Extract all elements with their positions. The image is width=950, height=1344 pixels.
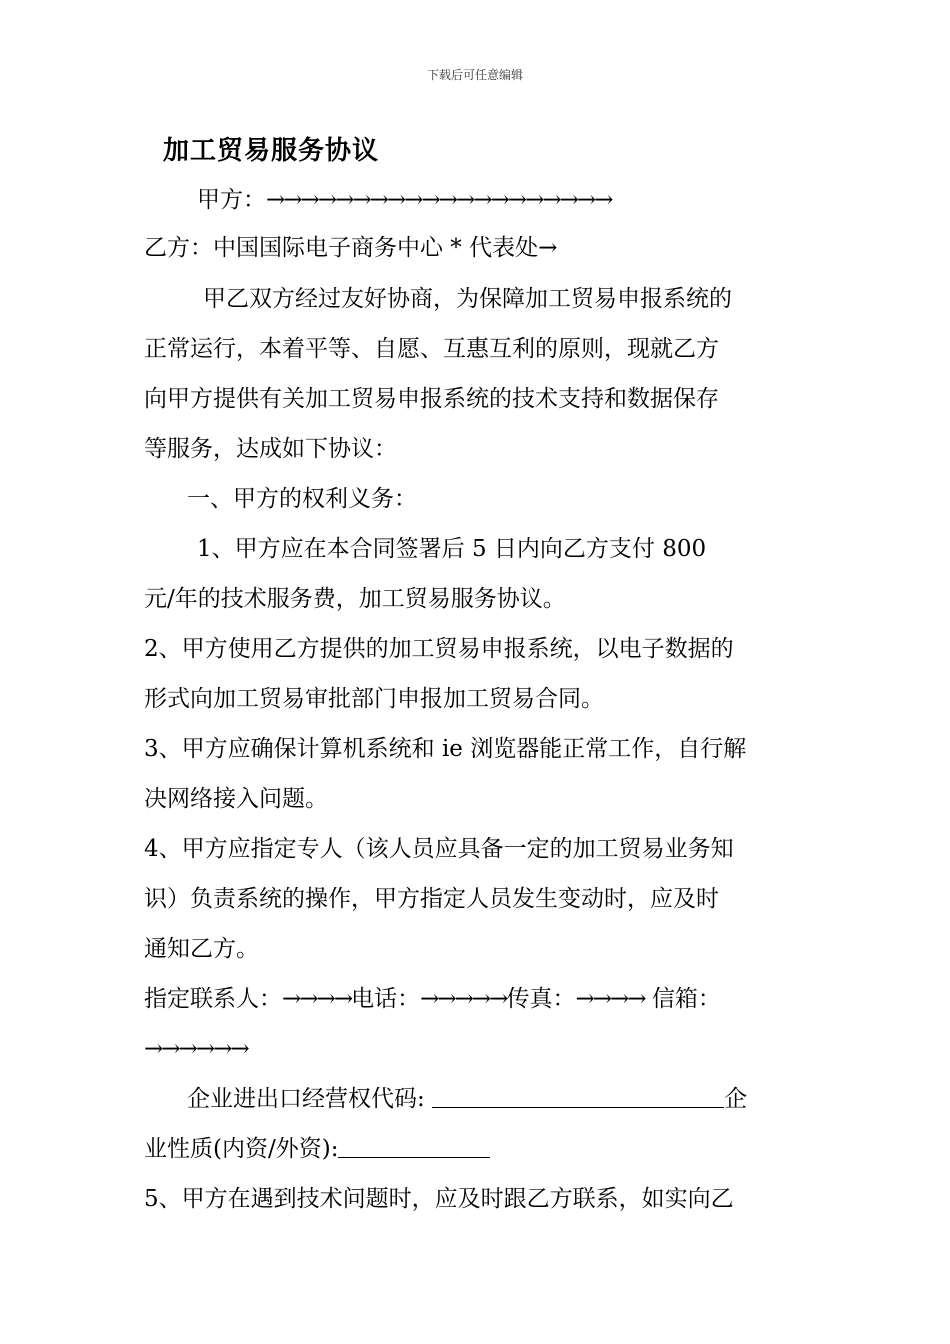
clause-line: 4、甲方应指定专人（该人员应具备一定的加工贸易业务知 <box>144 836 734 862</box>
contact-person-fill: →→→→ <box>282 986 352 1012</box>
party-b-text: 乙方：中国国际电子商务中心 * 代表处 <box>144 235 539 261</box>
party-a-label: 甲方： <box>197 187 266 213</box>
clause-line: 5、甲方在遇到技术问题时，应及时跟乙方联系，如实向乙 <box>144 1186 734 1212</box>
enterprise-code-line <box>187 1083 817 1115</box>
email-fill-line <box>144 1033 824 1065</box>
enterprise-nature-label: 业性质(内资/外资): <box>144 1136 339 1162</box>
enterprise-code-tail: 企 <box>724 1086 748 1112</box>
fax-fill: →→→→ <box>575 986 645 1012</box>
phone-label: 电话： <box>351 986 421 1012</box>
email-fill: →→→→→→ <box>144 1036 248 1062</box>
paragraph-line: 向甲方提供有关加工贸易申报系统的技术支持和数据保存 <box>144 386 719 412</box>
party-a-line <box>197 184 877 216</box>
clause-line: 1、甲方应在本合同签署后 5 日内向乙方支付 800 <box>197 536 707 562</box>
clause-line: 3、甲方应确保计算机系统和 ie 浏览器能正常工作，自行解 <box>144 736 747 762</box>
clause-line: 通知乙方。 <box>144 936 259 962</box>
fax-label: 传真： <box>506 986 576 1012</box>
clause-line: 形式向加工贸易审批部门申报加工贸易合同。 <box>144 686 604 712</box>
document-title: 加工贸易服务协议 <box>163 136 380 166</box>
clause-line: 识）负责系统的操作，甲方指定人员发生变动时，应及时 <box>144 886 719 912</box>
enterprise-code-blank <box>432 1085 724 1108</box>
header-note: 下载后可任意编辑 <box>426 68 523 82</box>
paragraph-line: 等服务，达成如下协议： <box>144 436 397 462</box>
enterprise-nature-line <box>144 1133 824 1165</box>
enterprise-nature-blank <box>338 1135 490 1158</box>
enterprise-code-label: 企业进出口经营权代码: <box>187 1086 433 1112</box>
email-label: 信箱： <box>644 986 721 1012</box>
phone-fill: →→→→→ <box>420 986 507 1012</box>
clause-line: 元/年的技术服务费，加工贸易服务协议。 <box>144 586 566 612</box>
clause-line: 决网络接入问题。 <box>144 786 328 812</box>
party-b-fill: → <box>538 235 556 261</box>
contact-person-label: 指定联系人： <box>144 986 282 1012</box>
paragraph-line: 甲乙双方经过友好协商，为保障加工贸易申报系统的 <box>203 286 732 312</box>
section-heading: 一、甲方的权利义务： <box>187 486 417 512</box>
party-b-line <box>144 232 824 264</box>
party-a-fill: →→→→→→→→→→→→→→→→→→→→ <box>266 187 612 213</box>
clause-line: 2、甲方使用乙方提供的加工贸易申报系统，以电子数据的 <box>144 636 734 662</box>
contacts-line <box>144 983 824 1015</box>
paragraph-line: 正常运行，本着平等、自愿、互惠互利的原则，现就乙方 <box>144 336 719 362</box>
